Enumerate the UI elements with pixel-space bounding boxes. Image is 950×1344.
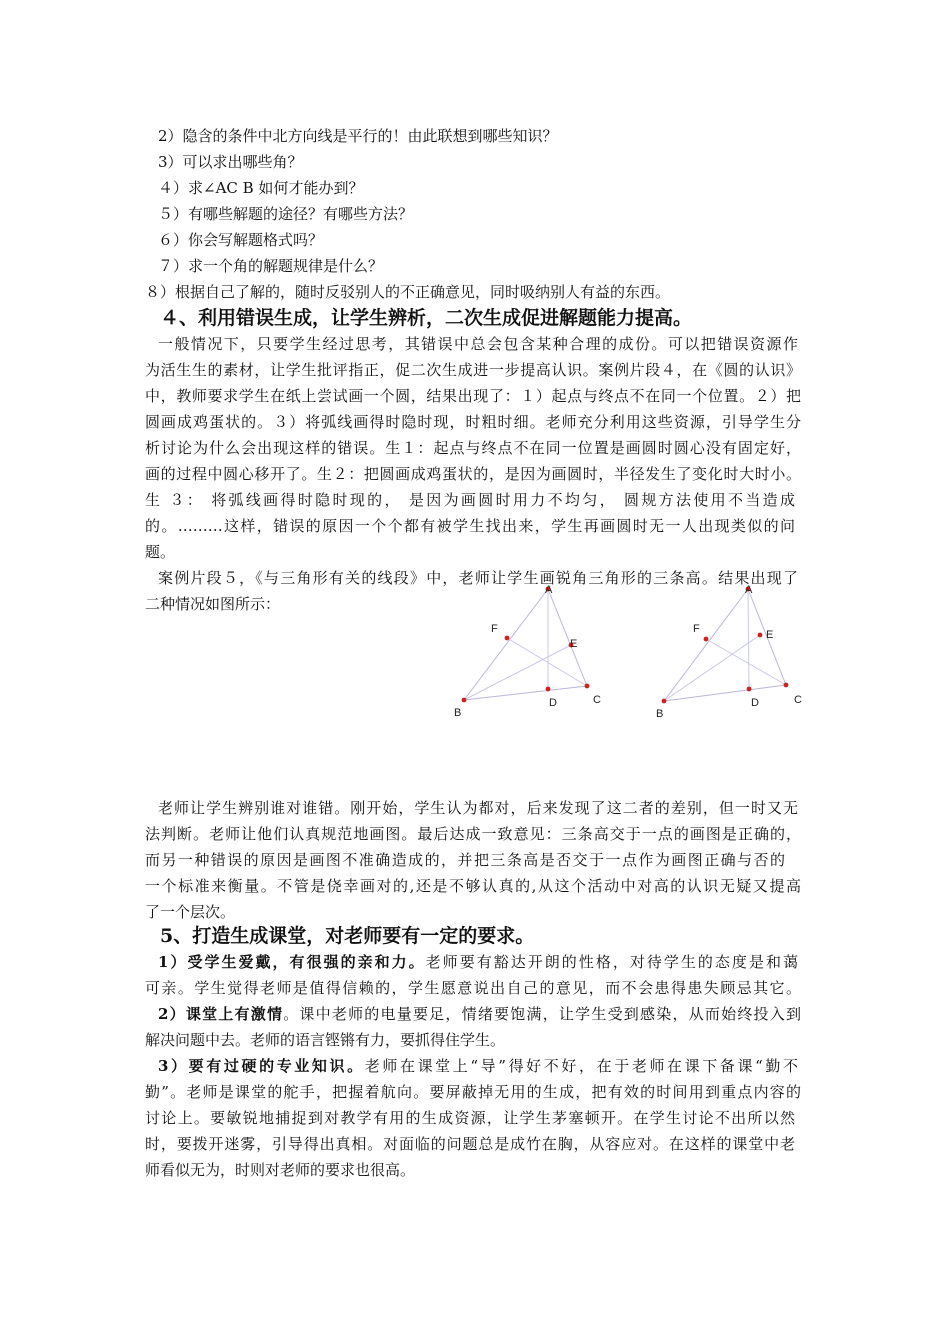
section-4-heading: ４、利用错误生成，让学生辨析，二次生成促进解题能力提高。: [160, 307, 693, 329]
paragraph-line: 勤”。老师是课堂的舵手，把握着航向。要屏蔽掉无用的生成，把有效的时间用到重点内容的: [145, 1083, 801, 1101]
paragraph-line: 圆画成鸡蛋状的。３）将弧线画得时隐时现，时粗时细。老师充分利用这些资源，引导学生分: [145, 413, 801, 431]
paragraph-line: 二种情况如图所示：: [145, 595, 281, 613]
figure-right-triangle: [656, 584, 802, 720]
paragraph-line: 案例片段５，《与三角形有关的线段》中，老师让学生画锐角三角形的三条高。结果出现了: [158, 569, 798, 587]
requirement-item-2-title: 2）课堂上有激情: [158, 1005, 284, 1023]
label-D: D: [549, 697, 557, 709]
requirement-item-3-title: 3）要有过硬的专业知识。: [158, 1057, 365, 1075]
paragraph-line: 时，要拨开迷雾，引导得出真相。对面临的问题总是成竹在胸，从容应对。在这样的课堂中老: [145, 1135, 795, 1153]
question-4: ４）求∠AC B 如何才能办到？: [158, 179, 364, 197]
label-B: B: [454, 707, 462, 719]
paragraph-line: 画的过程中圆心移开了。生２：把圆画成鸡蛋状的，是因为画圆时，半径发生了变化时大时小。: [145, 465, 801, 483]
question-8: ８）根据自己了解的，随时反驳别人的不正确意见，同时吸纳别人有益的东西。: [145, 283, 671, 301]
paragraph-line: 中，教师要求学生在纸上尝试画一个圆，结果出现了：１）起点与终点不在同一个位置。２）把: [145, 387, 801, 405]
label-A: A: [745, 584, 753, 596]
requirement-item-2-text: 。课中老师的电量要足，情绪要饱满，让学生受到感染，从而始终投入到: [283, 1005, 801, 1023]
requirement-item-3: [158, 1053, 798, 1079]
paragraph-line: 解决问题中去。老师的语言铿锵有力，要抓得住学生。: [145, 1031, 506, 1049]
paragraph-line: 而另一种错误的原因是画图不准确造成的，并把三条高是否交于一点作为画图正确与否的: [145, 851, 785, 869]
requirement-item-3-text: 老师在课堂上“导”得好不好，在于老师在课下备课“勤不: [364, 1057, 798, 1075]
paragraph-line: 了一个层次。: [145, 903, 236, 921]
label-F: F: [491, 623, 498, 635]
paragraph-line: 老师让学生辨别谁对谁错。刚开始，学生认为都对，后来发现了这二者的差别，但一时又无: [158, 799, 798, 817]
paragraph-line: 一般情况下，只要学生经过思考，其错误中总会包含某种合理的成份。可以把错误资源作: [158, 335, 798, 353]
requirement-item-1-title: 1）受学生爱戴，有很强的亲和力。: [158, 953, 426, 971]
triangle-figures: [440, 575, 820, 725]
paragraph-line: 师看似无为，时则对老师的要求也很高。: [145, 1161, 416, 1179]
label-E: E: [570, 638, 578, 650]
question-7: ７）求一个角的解题规律是什么？: [158, 257, 384, 275]
paragraph-line: 生 ３： 将弧线画得时隐时现的， 是因为画圆时用力不均匀， 圆规方法使用不当造成: [145, 491, 795, 509]
figure-left-triangle: [454, 584, 601, 719]
label-A: A: [545, 584, 553, 596]
label-E: E: [766, 629, 774, 641]
question-5: ５）有哪些解题的途径？有哪些方法？: [158, 205, 414, 223]
label-B: B: [656, 708, 664, 720]
label-D: D: [751, 697, 759, 709]
question-6: ６）你会写解题格式吗？: [158, 231, 324, 249]
requirement-item-1-text: 老师要有豁达开朗的性格，对待学生的态度是和蔼: [425, 953, 798, 971]
question-2: 2）隐含的条件中北方向线是平行的！由此联想到哪些知识？: [158, 127, 558, 145]
paragraph-line: 可亲。学生觉得老师是值得信赖的，学生愿意说出自己的意见，而不会患得患失顾忌其它。: [145, 979, 801, 997]
paragraph-line: 法判断。老师让他们认真规范地画图。最后达成一致意见：三条高交于一点的画图是正确的，: [145, 825, 801, 843]
paragraph-line: 析讨论为什么会出现这样的错误。生１：起点与终点不在同一位置是画圆时圆心没有固定好，: [145, 439, 801, 457]
label-C: C: [593, 694, 601, 706]
paragraph-line: 讨论上。要敏锐地捕捉到对教学有用的生成资源，让学生茅塞顿开。在学生讨论不出所以然: [145, 1109, 795, 1127]
label-F: F: [693, 623, 700, 635]
requirement-item-1: [158, 949, 798, 975]
label-C: C: [794, 694, 802, 706]
requirement-item-2: [158, 1001, 801, 1027]
paragraph-line: 的。………这样，错误的原因一个个都有被学生找出来，学生再画圆时无一人出现类似的问: [145, 517, 795, 535]
question-3: 3）可以求出哪些角？: [158, 153, 303, 171]
paragraph-line: 题。: [145, 543, 176, 561]
section-5-heading: 5、打造生成课堂，对老师要有一定的要求。: [160, 925, 535, 947]
paragraph-line: 一个标准来衡量。不管是侥幸画对的,还是不够认真的,从这个活动中对高的认识无疑又提高: [145, 877, 801, 895]
paragraph-line: 为活生生的素材，让学生批评指正，促二次生成进一步提高认识。案例片段４，在《圆的认识》: [145, 361, 801, 379]
